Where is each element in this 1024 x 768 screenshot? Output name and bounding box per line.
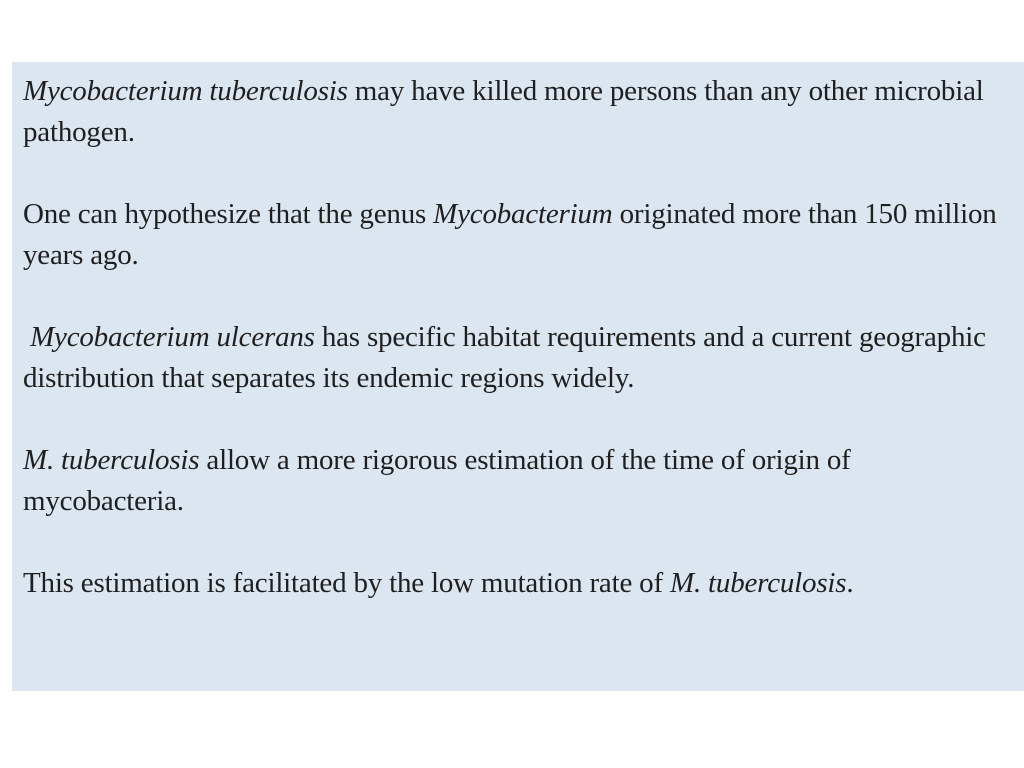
species-name: M. tuberculosis [23, 444, 200, 476]
paragraph-text: This estimation is facilitated by the low mutation rate of [23, 567, 670, 599]
paragraph-text: One can hypothesize that the genus [23, 198, 434, 230]
paragraph-text: has specific habitat requirements and a current geographic distribution that separates its endemic regions widely. [23, 321, 986, 394]
text-box [12, 62, 1024, 691]
paragraph-text: may have killed more persons than any other microbial pathogen. [23, 75, 984, 148]
species-name: M. tuberculosis [670, 567, 847, 599]
species-name: Mycobacterium tuberculosis [23, 75, 348, 107]
paragraph-text: allow a more rigorous estimation of the time of origin of mycobacteria. [23, 444, 851, 517]
paragraph-5 [23, 563, 1016, 604]
paragraph-3 [23, 317, 1016, 399]
paragraph-text: . [846, 567, 854, 599]
leading-space [23, 321, 30, 353]
paragraph-4 [23, 440, 1016, 522]
genus-name: Mycobacterium [433, 198, 613, 230]
paragraph-text: originated more than 150 million years ago. [23, 198, 997, 271]
species-name: Mycobacterium ulcerans [30, 321, 315, 353]
paragraph-2 [23, 194, 1016, 276]
paragraph-1 [23, 71, 1016, 153]
